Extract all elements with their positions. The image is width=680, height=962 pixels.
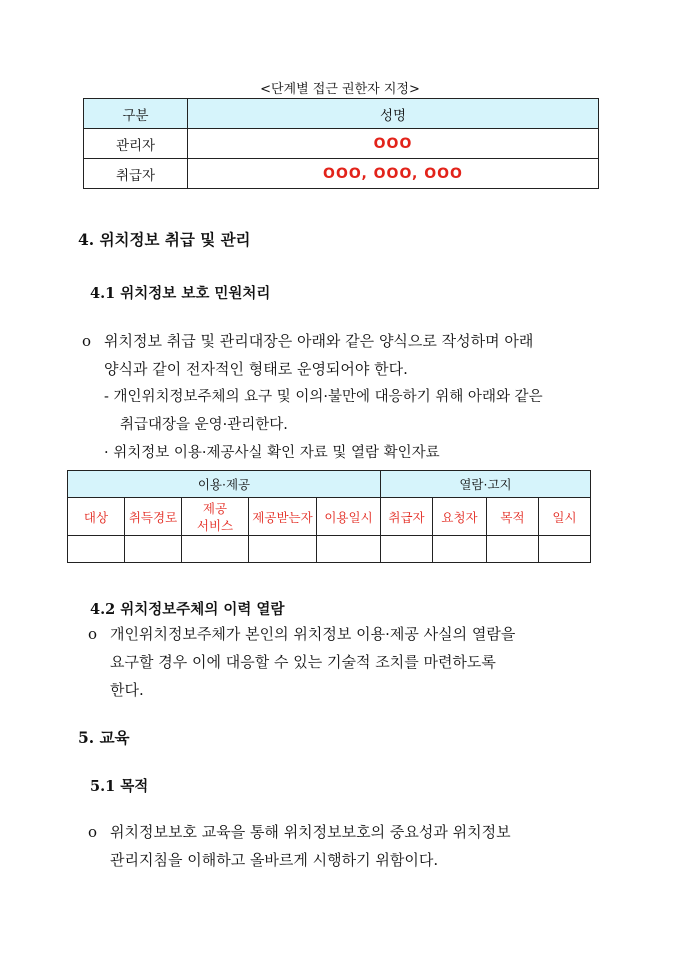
dash-line: - 개인위치정보주체의 요구 및 이의·불만에 대응하기 위해 아래와 같은	[104, 389, 543, 405]
col-header: 이용일시	[317, 498, 381, 536]
empty-cell	[433, 536, 487, 563]
row-value: OOO	[188, 129, 599, 159]
col-header: 일시	[539, 498, 591, 536]
empty-cell	[68, 536, 125, 563]
para-line: 요구할 경우 이에 대응할 수 있는 기술적 조치를 마련하도록	[110, 653, 496, 671]
row-value: OOO, OOO, OOO	[188, 159, 599, 189]
para-line: 양식과 같이 전자적인 형태로 운영되어야 한다.	[104, 360, 408, 378]
group-view-notice: 열람·고지	[381, 471, 591, 498]
col-header: 취득경로	[125, 498, 182, 536]
table1-caption: <단계별 접근 권한자 지정>	[260, 82, 420, 97]
group-header-row	[68, 471, 591, 498]
section4-1-heading	[90, 282, 270, 303]
section5-1-title: 5.1 목적	[90, 778, 149, 795]
section4-2-paragraph	[88, 620, 638, 704]
group-use-provide: 이용·제공	[68, 471, 381, 498]
empty-cell	[249, 536, 317, 563]
para-line: 한다.	[110, 681, 144, 699]
section4-1-title: 4.1 위치정보 보호 민원처리	[90, 285, 271, 302]
dash-line: 취급대장을 운영·관리한다.	[120, 417, 288, 433]
section5-title: 5. 교육	[78, 728, 130, 747]
section4-2-heading	[90, 598, 284, 619]
empty-cell	[317, 536, 381, 563]
para-line: 관리지침을 이해하고 올바르게 시행하기 위함이다.	[110, 851, 439, 869]
section5-1-paragraph	[88, 818, 638, 874]
table-header-row	[84, 99, 599, 129]
bullet-o: o	[82, 332, 92, 350]
empty-cell	[487, 536, 539, 563]
col-header: 요청자	[433, 498, 487, 536]
bullet-o: o	[88, 823, 98, 841]
section4-title: 4. 위치정보 취급 및 관리	[78, 230, 251, 249]
column-header-row	[68, 498, 591, 536]
empty-cell	[125, 536, 182, 563]
bullet-o: o	[88, 625, 98, 643]
handling-ledger-table	[67, 470, 591, 563]
empty-cell	[381, 536, 433, 563]
section4-2-title: 4.2 위치정보주체의 이력 열람	[90, 601, 285, 618]
table-row	[84, 129, 599, 159]
para-line: 개인위치정보주체가 본인의 위치정보 이용·제공 사실의 열람을	[110, 625, 516, 643]
col-header: 제공받는자	[249, 498, 317, 536]
para-line: 위치정보 취급 및 관리대장은 아래와 같은 양식으로 작성하며 아래	[104, 332, 534, 350]
col-header: 제공 서비스	[182, 498, 249, 536]
row-label: 취급자	[84, 159, 188, 189]
para-line: 위치정보보호 교육을 통해 위치정보보호의 중요성과 위치정보	[110, 823, 511, 841]
section4-heading	[78, 228, 251, 250]
col-header: 대상	[68, 498, 125, 536]
section5-1-heading	[90, 775, 148, 796]
section4-1-paragraph	[82, 327, 642, 467]
header-name: 성명	[188, 99, 599, 129]
access-authority-table	[83, 98, 599, 189]
empty-cell	[182, 536, 249, 563]
row-label: 관리자	[84, 129, 188, 159]
col-header: 취급자	[381, 498, 433, 536]
empty-cell	[539, 536, 591, 563]
section5-heading	[78, 726, 130, 748]
header-category: 구분	[84, 99, 188, 129]
dot-line: · 위치정보 이용·제공사실 확인 자료 및 열람 확인자료	[104, 445, 440, 461]
col-header: 목적	[487, 498, 539, 536]
table-row	[84, 159, 599, 189]
table-row	[68, 536, 591, 563]
